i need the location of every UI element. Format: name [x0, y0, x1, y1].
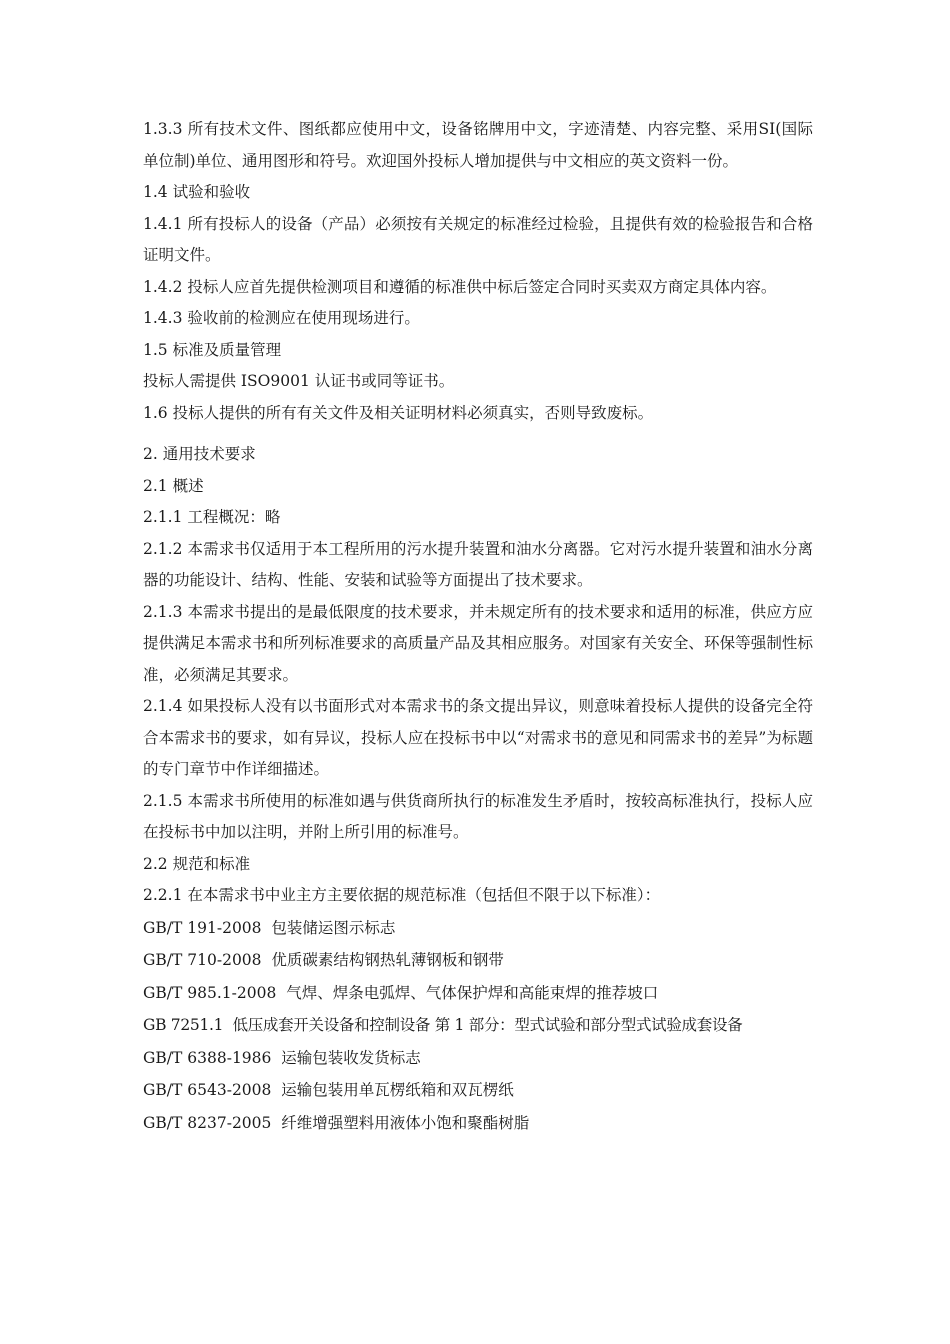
standard-number: GB/T 985.1-2008 — [143, 983, 277, 1002]
standard-number: GB/T 8237-2005 — [143, 1113, 272, 1132]
iso-requirement: 投标人需提供 ISO9001 认证书或同等证书。 — [143, 372, 455, 390]
heading-1-4: 1.4 试验和验收 — [143, 183, 251, 201]
heading-1-5: 1.5 标准及质量管理 — [143, 340, 282, 359]
standard-title: 运输包装收发货标志 — [281, 1048, 421, 1067]
standard-title: 运输包装用单瓦楞纸箱和双瓦楞纸 — [281, 1081, 514, 1099]
clause-2-1-4: 2.1.4 如果投标人没有以书面形式对本需求书的条文提出异议，则意味着投标人提供的设备完全符合本需求书的要求，如有异议，投标人应在投标书中以“对需求书的意见和同需求书的差异”为标题的专门章节中作详细描述。 — [143, 697, 813, 778]
clause-2-1-2: 2.1.2 本需求书仅适用于本工程所用的污水提升装置和油水分离器。它对污水提升装置和油水分离器的功能设计、结构、性能、安装和试验等方面提出了技术要求。 — [143, 539, 813, 589]
heading-2-2: 2.2 规范和标准 — [143, 854, 251, 873]
standard-number: GB/T 6543-2008 — [143, 1081, 272, 1099]
heading-2: 2. 通用技术要求 — [143, 445, 256, 463]
standard-item — [143, 1075, 813, 1107]
heading-2-1: 2.1 概述 — [143, 476, 204, 495]
standard-item — [143, 1043, 813, 1075]
clause-1-4-3: 1.4.3 验收前的检测应在使用现场进行。 — [143, 309, 420, 327]
standard-item — [143, 978, 813, 1010]
clause-1-4-1: 1.4.1 所有投标人的设备（产品）必须按有关规定的标准经过检验，且提供有效的检验报告和合格证明文件。 — [143, 214, 813, 264]
standard-number: GB/T 710-2008 — [143, 951, 262, 969]
clause-2-1-3: 2.1.3 本需求书提出的是最低限度的技术要求，并未规定所有的技术要求和适用的标准，供应方应提供满足本需求书和所列标准要求的高质量产品及其相应服务。对国家有关安全、环保等强制性标准，必须满足其要求。 — [143, 602, 813, 684]
clause-2-2-1: 2.2.1 在本需求书中业主方主要依据的规范标准（包括但不限于以下标准）： — [143, 886, 661, 904]
standard-item — [143, 1108, 813, 1140]
standard-number: GB 7251.1 — [143, 1016, 224, 1034]
document-body — [143, 114, 813, 1139]
clause-1-4-2: 1.4.2 投标人应首先提供检测项目和遵循的标准供中标后签定合同时买卖双方商定具体内容。 — [143, 277, 777, 296]
standard-title: 低压成套开关设备和控制设备 第 1 部分：型式试验和部分型式试验成套设备 — [232, 1016, 743, 1034]
clause-1-6: 1.6 投标人提供的所有有关文件及相关证明材料必须真实，否则导致废标。 — [143, 403, 654, 422]
standard-title: 优质碳素结构钢热轧薄钢板和钢带 — [271, 951, 504, 969]
standard-title: 气焊、焊条电弧焊、气体保护焊和高能束焊的推荐坡口 — [286, 983, 659, 1002]
standard-item — [143, 945, 813, 977]
clause-1-3-3: 1.3.3 所有技术文件、图纸都应使用中文，设备铭牌用中文，字迹清楚、内容完整、采用SI(国际单位制)单位、通用图形和符号。欢迎国外投标人增加提供与中文相应的英文资料一份。 — [143, 120, 813, 170]
standard-item — [143, 1010, 813, 1042]
clause-2-1-1: 2.1.1 工程概况：略 — [143, 508, 281, 526]
standard-title: 包装储运图示标志 — [271, 918, 396, 937]
standard-number: GB/T 6388-1986 — [143, 1048, 272, 1067]
standard-number: GB/T 191-2008 — [143, 918, 262, 937]
standards-list — [143, 913, 813, 1140]
clause-2-1-5: 2.1.5 本需求书所使用的标准如遇与供货商所执行的标准发生矛盾时，按较高标准执行，投标人应在投标书中加以注明，并附上所引用的标准号。 — [143, 791, 813, 841]
standard-item — [143, 913, 813, 945]
standard-title: 纤维增强塑料用液体小饱和聚酯树脂 — [281, 1113, 530, 1132]
